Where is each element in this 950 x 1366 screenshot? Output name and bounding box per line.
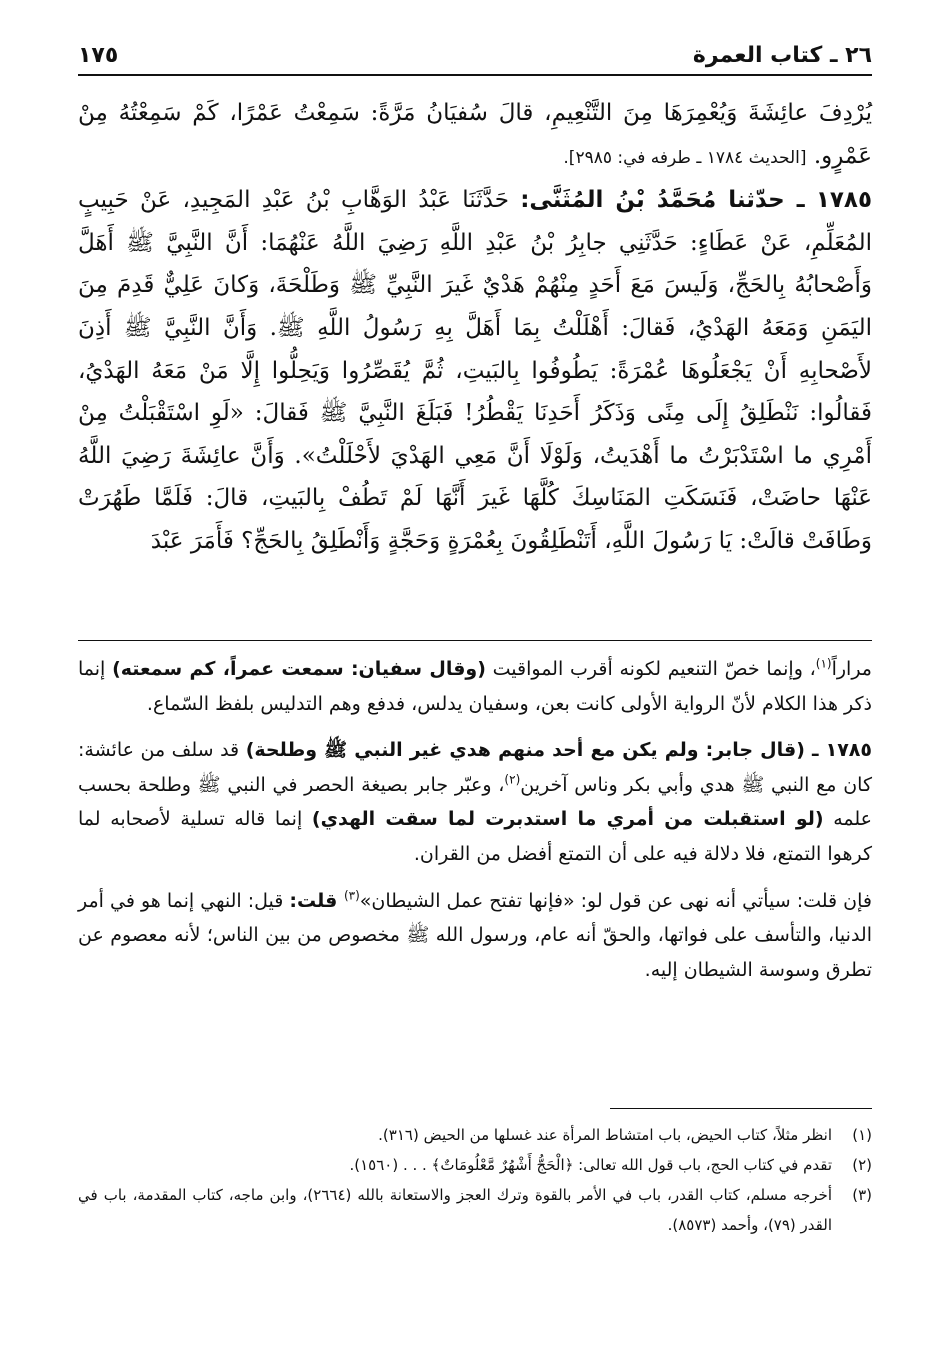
commentary-block bbox=[78, 652, 872, 987]
page-number: ١٧٥ bbox=[78, 43, 119, 68]
hadith-body: حَدَّثَنَا عَبْدُ الوَهَّابِ بْنُ عَبْدِ المَجِيدِ، عَنْ حَبِيبٍ المُعَلِّمِ، عَنْ عَطَاءٍ: حَدَّثَنِي جابِرُ بْنُ عَبْدِ اللَّهِ رَضِيَ اللَّهُ عَنْهُمَا: أَنَّ النَّبِيَّ ﷺ أَهَلَّ وَأَصْحابُهُ بِالحَجِّ، وَلَيسَ مَعَ أَحَدٍ مِنْهُمْ هَدْيٌ غَيرَ النَّبِيِّ ﷺ وَطَلْحَةَ، وَكانَ عَلِيٌّ قَدِمَ مِنَ اليَمَنِ وَمَعَهُ الهَدْيُ، فَقالَ: أَهْلَلْتُ بِمَا أَهَلَّ بِهِ رَسُولُ اللَّهِ ﷺ. وَأَنَّ النَّبِيَّ ﷺ أَذِنَ لأَصْحابِهِ أَنْ يَجْعَلُوهَا عُمْرَةً: يَطُوفُوا بِالبَيتِ، ثُمَّ يُقَصِّرُوا وَيَحِلُّوا إِلَّا مَنْ مَعَهُ الهَدْيُ، فَقالُوا: نَنْطَلِقُ إِلَى مِنًى وَذَكَرُ أَحَدِنَا يَقْطُرُ! فَبَلَغَ النَّبِيَّ ﷺ فَقالَ: «لَوِ اسْتَقْبَلْتُ مِنْ أَمْرِي ما اسْتَدْبَرْتُ ما أَهْدَيتُ، وَلَوْلَا أَنَّ مَعِي الهَدْيَ لأَحْلَلْتُ». وَأَنَّ عائِشَةَ رَضِيَ اللَّهُ عَنْهَا حاضَتْ، فَنَسَكَتِ المَنَاسِكَ كُلَّهَا غَيرَ أَنَّهَا لَمْ تَطُفْ بِالبَيتِ، قالَ: فَلَمَّا طَهُرَتْ وَطَافَتْ قالَتْ: يَا رَسُولَ اللَّهِ، أَتَنْطَلِقُونَ بِعُمْرَةٍ وَحَجَّةٍ وَأَنْطَلِقُ بِالحَجِّ؟ فَأَمَرَ عَبْدَ bbox=[78, 187, 872, 554]
commentary-text: قد سلف من عائشة: كان مع النبي ﷺ هدي وأبي بكر وناس آخرين bbox=[78, 739, 872, 796]
hadith-continuation bbox=[78, 92, 872, 179]
quoted-phrase: قلت: bbox=[289, 889, 344, 912]
commentary-text: مراراً bbox=[831, 658, 872, 680]
isnad-lead: ـ حدّثنا مُحَمَّدُ بْنُ المُثَنَّى: bbox=[520, 187, 805, 214]
running-header bbox=[78, 32, 872, 76]
footnote-text: تقدم في كتاب الحج، باب قول الله تعالى: ﴿الْحَجُّ أَشْهُرٌ مَّعْلُومَاتٌ﴾ . . . (١٥٦٠). bbox=[349, 1156, 832, 1174]
commentary-text: إنما ذكر هذا الكلام لأنّ الرواية الأولى كانت بعن، وسفيان يدلس، فدفع وهم التدليس بلفظ السّماع. bbox=[78, 658, 872, 715]
commentary-text: ، وعبّر جابر بصيغة الحصر في النبي ﷺ وطلحة بحسب علمه bbox=[78, 773, 872, 831]
continuation-text: يُرْدِفَ عائِشَةَ وَيُعْمِرَهَا مِنَ التَّنْعِيمِ، قالَ سُفيَانُ مَرَّةً: سَمِعْتُ عَمْرًا، كَمْ سَمِعْتُهُ مِنْ عَمْرٍو. bbox=[78, 100, 872, 169]
quoted-phrase: ١٧٨٥ ـ (قال جابر: ولم يكن مع أحد منهم هدي غير النبي ﷺ وطلحة) bbox=[245, 739, 872, 762]
footnote-text: انظر مثلاً، كتاب الحيض، باب امتشاط المرأة عند غسلها من الحيض (٣١٦). bbox=[378, 1126, 832, 1144]
footnote-text: أخرجه مسلم، كتاب القدر، باب في الأمر بالقوة وترك العجز والاستعانة بالله (٢٦٦٤)، وابن ماجه، كتاب المقدمة، باب في القدر (٧٩)، وأحمد (٨٥٧٣). bbox=[78, 1186, 832, 1234]
commentary-paragraph bbox=[78, 733, 872, 871]
footnote-rule bbox=[610, 1108, 872, 1109]
commentary-text: قيل: النهي إنما هو في أمر الدنيا، والتأسف على فواتها، والحقّ أنه عام، ورسول الله ﷺ مخصوص من بين الناس؛ لأنه معصوم عن تطرق وسوسة الشيطان إليه. bbox=[78, 889, 872, 981]
commentary-text: ، وإنما خصّ التنعيم لكونه أقرب المواقيت bbox=[485, 658, 816, 680]
commentary-text: فإن قلت: سيأتي أنه نهى عن قول لو: «فإنها تفتح عمل الشيطان» bbox=[359, 889, 873, 912]
footnote bbox=[78, 1180, 872, 1240]
footnote bbox=[78, 1150, 872, 1180]
footnote bbox=[78, 1120, 872, 1150]
footnote-ref: (٢) bbox=[504, 772, 521, 787]
quoted-phrase: (لو استقبلت من أمري ما استدبرت لما سقت الهدي) bbox=[311, 808, 824, 831]
commentary-divider bbox=[78, 640, 872, 641]
footnote-ref: (٣) bbox=[343, 888, 360, 903]
hadith-number: ١٧٨٥ bbox=[815, 187, 872, 214]
quoted-phrase: (وقال سفيان: سمعت عمراً، كم سمعته) bbox=[112, 658, 486, 680]
commentary-text: إنما قاله تسلية لأصحابه لما كرهوا التمتع، فلا دلالة فيه على أن التمتع أفضل من القران. bbox=[78, 808, 872, 865]
commentary-paragraph bbox=[78, 652, 872, 721]
hadith-text-block bbox=[78, 92, 872, 563]
footnote-number: (٢) bbox=[852, 1156, 872, 1174]
footnote-number: (١) bbox=[852, 1126, 872, 1144]
footnote-ref: (١) bbox=[815, 656, 832, 671]
cross-reference-note: [الحديث ١٧٨٤ ـ طرفه في: ٢٩٨٥]. bbox=[563, 147, 807, 168]
footnotes bbox=[78, 1120, 872, 1240]
chapter-title: ٢٦ ـ كتاب العمرة bbox=[692, 43, 872, 68]
commentary-paragraph bbox=[78, 884, 872, 988]
footnote-number: (٣) bbox=[852, 1186, 872, 1204]
hadith-1785 bbox=[78, 179, 872, 562]
